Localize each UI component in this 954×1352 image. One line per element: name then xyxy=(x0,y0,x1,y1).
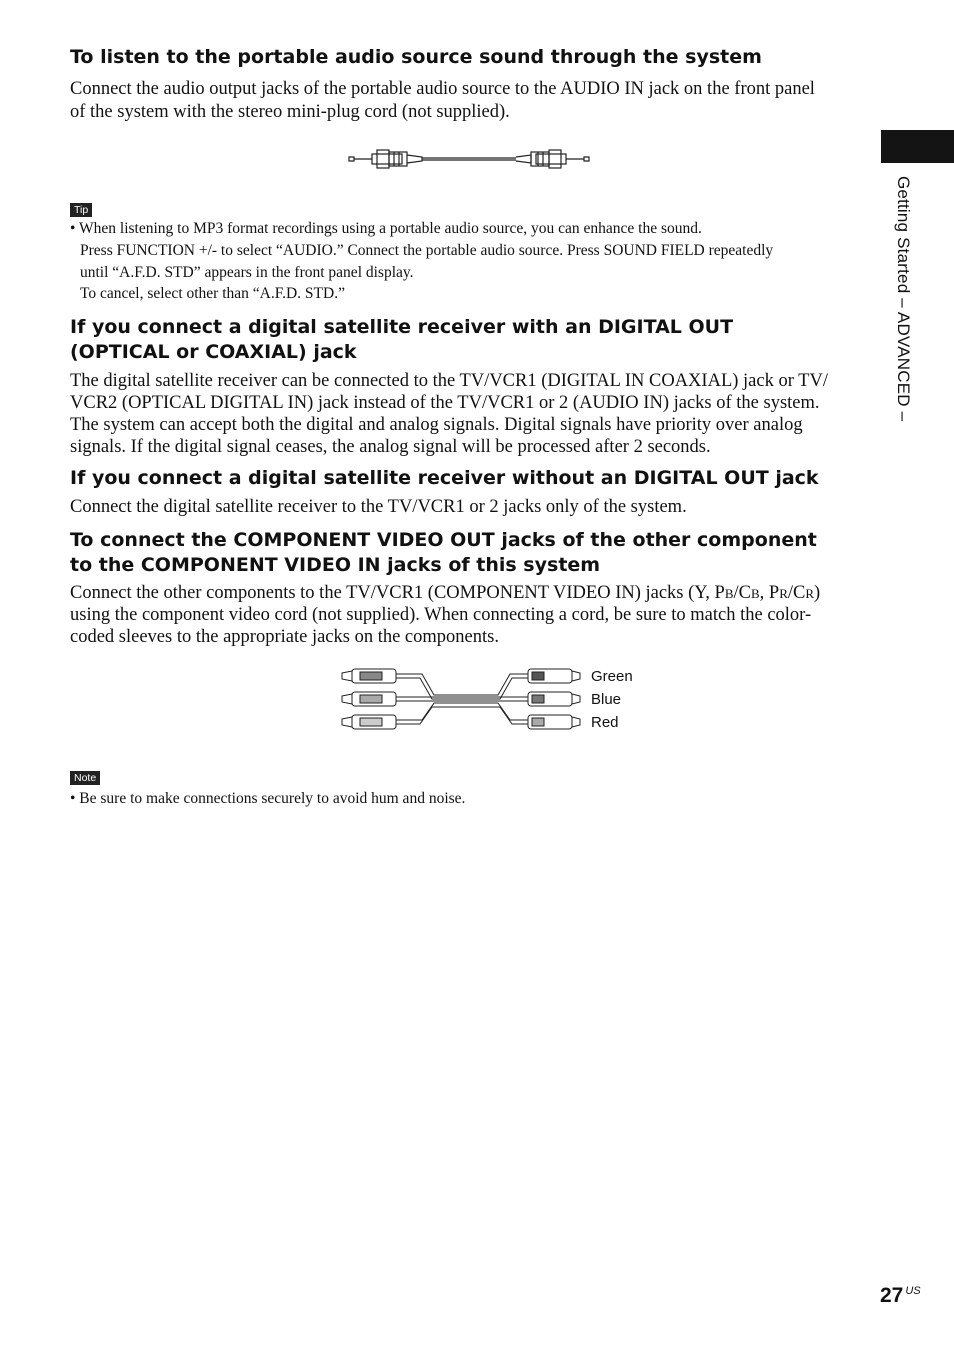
stereo-mini-plug-cord-illustration xyxy=(346,146,592,172)
right-plug-green xyxy=(524,669,580,683)
heading-component-video-line1: To connect the COMPONENT VIDEO OUT jacks of the other component xyxy=(70,529,817,551)
note-badge: Note xyxy=(70,771,100,785)
page-number-value: 27 xyxy=(880,1284,904,1307)
left-plug-middle xyxy=(342,692,408,706)
paragraph-component-video-line1-text: Connect the other components to the TV/VCR1 (COMPONENT VIDEO IN) jacks (Y, P xyxy=(70,583,725,603)
right-plug-red xyxy=(524,715,580,729)
paragraph-digital-out-line4: signals. If the digital signal ceases, the analog signal will be processed after 2 seconds. xyxy=(70,437,711,457)
component-video-cord-illustration xyxy=(338,665,584,735)
closing-paren: ) xyxy=(814,583,821,603)
small-caps-b2: B xyxy=(750,586,760,601)
paragraph-component-video-line3: coded sleeves to the appropriate jacks on the components. xyxy=(70,627,499,647)
page-number xyxy=(880,1284,921,1308)
label-blue: Blue xyxy=(591,691,622,708)
paragraph-without-digital-out: Connect the digital satellite receiver to the TV/VCR1 or 2 jacks only of the system. xyxy=(70,497,687,517)
note-line1: • Be sure to make connections securely to avoid hum and noise. xyxy=(70,790,466,807)
paragraph-digital-out-line2: VCR2 (OPTICAL DIGITAL IN) jack instead of the TV/VCR1 or 2 (AUDIO IN) jacks of the system. xyxy=(70,393,820,413)
label-green: Green xyxy=(591,668,633,685)
small-caps-b1: B xyxy=(724,586,734,601)
tip-line1: • When listening to MP3 format recordings using a portable audio source, you can enhance the sound. xyxy=(70,220,702,237)
left-plug-bottom xyxy=(342,715,408,729)
heading-without-digital-out: If you connect a digital satellite receiver without an DIGITAL OUT jack xyxy=(70,467,819,489)
small-caps-r2: R xyxy=(805,586,815,601)
tip-line3: until “A.F.D. STD” appears in the front panel display. xyxy=(80,264,414,281)
sep-3: /C xyxy=(787,583,806,603)
heading-component-video-line2: to the COMPONENT VIDEO IN jacks of this system xyxy=(70,554,601,576)
sep-1: /C xyxy=(733,583,751,603)
heading-digital-out-line2: (OPTICAL or COAXIAL) jack xyxy=(70,341,357,363)
paragraph-component-video-line1 xyxy=(70,582,870,605)
heading-digital-out-line1: If you connect a digital satellite receiver with an DIGITAL OUT xyxy=(70,316,734,338)
paragraph-digital-out-line3: The system can accept both the digital and analog signals. Digital signals have priority over analog xyxy=(70,415,803,435)
paragraph-component-video-line2: using the component video cord (not supplied). When connecting a cord, be sure to match the color- xyxy=(70,605,812,625)
tip-line2: Press FUNCTION +/- to select “AUDIO.” Connect the portable audio source. Press SOUND FIELD repeatedly xyxy=(80,242,774,259)
tip-line4: To cancel, select other than “A.F.D. STD.” xyxy=(80,285,345,302)
paragraph-digital-out-line1: The digital satellite receiver can be connected to the TV/VCR1 (DIGITAL IN COAXIAL) jack or TV/ xyxy=(70,371,828,391)
tip-badge: Tip xyxy=(70,203,92,217)
paragraph-portable-audio-line2: of the system with the stereo mini-plug cord (not supplied). xyxy=(70,102,510,122)
paragraph-portable-audio-line1: Connect the audio output jacks of the portable audio source to the AUDIO IN jack on the front panel xyxy=(70,79,815,99)
left-plug-top xyxy=(342,669,408,683)
section-tab-marker xyxy=(881,130,954,163)
heading-portable-audio: To listen to the portable audio source sound through the system xyxy=(70,46,762,68)
label-red: Red xyxy=(591,714,619,731)
small-caps-r1: R xyxy=(779,586,788,601)
right-plug-blue xyxy=(524,692,580,706)
page-number-suffix: US xyxy=(905,1285,921,1297)
sep-2: , P xyxy=(759,583,780,603)
section-tab-label: Getting Started – ADVANCED – xyxy=(894,176,913,422)
